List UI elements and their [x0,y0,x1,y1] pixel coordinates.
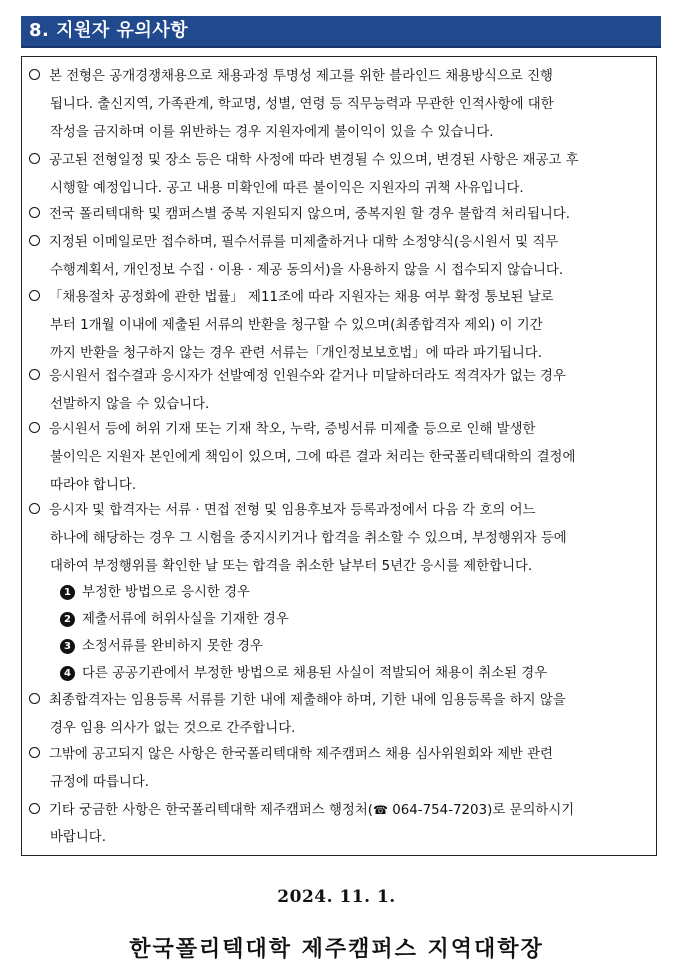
circle-bullet-icon [29,235,40,246]
notice-line: 공고된 전형일정 및 장소 등은 대학 사정에 따라 변경될 수 있으며, 변경된 사항은 재공고 후 [29,147,649,175]
number-4-icon: 4 [60,666,75,681]
notice-item-1 [29,63,649,147]
circle-bullet-icon [29,153,40,164]
notice-item-3 [29,201,649,229]
circle-bullet-icon [29,69,40,80]
notice-line: 최종합격자는 임용등록 서류를 기한 내에 제출해야 하며, 기한 내에 임용등록을 하지 않을 [29,687,649,715]
notice-line: 대하여 부정행위를 확인한 날 또는 합격을 취소한 날부터 5년간 응시를 제한합니다. [50,559,533,574]
notice-line: 됩니다. 출신지역, 가족관계, 학교명, 성별, 연령 등 직무능력과 무관한 인적사항에 대한 [50,97,554,112]
notice-line: 응시원서 접수결과 응시자가 선발예정 인원수와 같거나 미달하더라도 적격자가 없는 경우 [29,363,649,391]
notice-box [21,56,657,856]
notice-line: 「채용절차 공정화에 관한 법률」 제11조에 따라 지원자는 채용 여부 확정 통보된 날로 [29,284,649,312]
notice-item-5 [29,284,649,368]
notice-line: 까지 반환을 청구하지 않는 경우 관련 서류는「개인정보보호법」에 따라 파기됩니다. [50,346,542,361]
notice-item-7 [29,416,649,500]
notice-line: 그밖에 공고되지 않은 사항은 한국폴리텍대학 제주캠퍼스 채용 심사위원회와 제반 관련 [29,741,649,769]
circle-bullet-icon [29,207,40,218]
circle-bullet-icon [29,747,40,758]
sub-item-1: 1 부정한 방법으로 응시한 경우 [60,579,650,607]
notice-line: 시행할 예정입니다. 공고 내용 미확인에 따른 불이익은 지원자의 귀책 사유입니다. [50,181,524,196]
notice-line: 지정된 이메일로만 접수하며, 필수서류를 미제출하거나 대학 소정양식(응시원서 및 직무 [29,229,649,257]
issuer-signature: 한국폴리텍대학 제주캠퍼스 지역대학장 [129,936,544,962]
notice-line: 응시자 및 합격자는 서류 · 면접 전형 및 임용후보자 등록과정에서 다음 각 호의 어느 [29,497,649,525]
sub-item-2: 2 제출서류에 허위사실을 기재한 경우 [60,606,650,634]
notice-line: 규정에 따릅니다. [50,775,150,790]
circle-bullet-icon [29,422,40,433]
notice-line: 작성을 금지하며 이를 위반하는 경우 지원자에게 불이익이 있을 수 있습니다. [50,125,494,140]
notice-line: 부터 1개월 이내에 제출된 서류의 반환을 청구할 수 있으며(최종합격자 제외) 이 기간 [50,318,543,333]
notice-item-8 [29,497,649,581]
document-date: 2024. 11. 1. [277,887,396,907]
circle-bullet-icon [29,503,40,514]
number-2-icon: 2 [60,612,75,627]
notice-line: 전국 폴리텍대학 및 캠퍼스별 중복 지원되지 않으며, 중복지원 할 경우 불합격 처리됩니다. [29,201,649,229]
notice-item-2 [29,147,649,203]
notice-line: 수행계획서, 개인정보 수집 · 이용 · 제공 동의서)을 사용하지 않을 시 접수되지 않습니다. [50,263,564,278]
sub-item-3: 3 소정서류를 완비하지 못한 경우 [60,633,650,661]
phone-icon: ☎ [373,803,388,817]
phone-number: 064-754-7203 [387,803,488,818]
notice-item-10 [29,741,649,797]
notice-line: 하나에 해당하는 경우 그 시험을 중지시키거나 합격을 취소할 수 있으며, 부정행위자 등에 [50,531,567,546]
notice-line: 응시원서 등에 허위 기재 또는 기재 착오, 누락, 증빙서류 미제출 등으로 인해 발생한 [29,416,649,444]
notice-line: 따라야 합니다. [50,478,137,493]
number-3-icon: 3 [60,639,75,654]
sub-item-4: 4 다른 공공기관에서 부정한 방법으로 채용된 사실이 적발되어 채용이 취소된 경우 [60,660,650,688]
circle-bullet-icon [29,369,40,380]
circle-bullet-icon [29,290,40,301]
circle-bullet-icon [29,803,40,814]
notice-line: 경우 임용 의사가 없는 것으로 간주합니다. [50,721,296,736]
notice-line: 본 전형은 공개경쟁채용으로 채용과정 투명성 제고를 위한 블라인드 채용방식으로 진행 [29,63,649,91]
notice-item-11 [29,796,649,852]
section-header [21,16,661,48]
notice-line: 불이익은 지원자 본인에게 책임이 있으며, 그에 따른 결과 처리는 한국폴리텍대학의 결정에 [50,450,576,465]
number-1-icon: 1 [60,585,75,600]
notice-item-4 [29,229,649,285]
notice-item-9 [29,687,649,743]
notice-line: 선발하지 않을 수 있습니다. [50,397,210,412]
notice-line: 바랍니다. [50,830,106,845]
notice-line: 기타 궁금한 사항은 한국폴리텍대학 제주캠퍼스 행정처(☎ 064-754-7203)로 문의하시기 [29,796,649,824]
notice-item-6 [29,363,649,419]
section-title: 8. 지원자 유의사항 [29,20,189,41]
circle-bullet-icon [29,693,40,704]
